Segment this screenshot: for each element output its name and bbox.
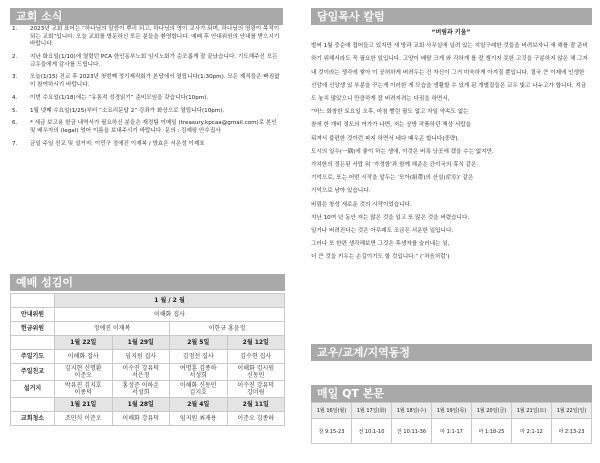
news-item [10, 54, 282, 69]
day-header: 1월 22일(일) [552, 403, 592, 419]
date-header: 1월 22일 [55, 336, 113, 350]
table-cell [11, 294, 55, 308]
table-cell: 박유진 김지호 이종덕 [55, 381, 113, 398]
column-paragraph: 일거나 버려진다는 것은 아무래도 조금은 서운한 일입니다. [311, 228, 454, 235]
item-number: 4. [12, 94, 18, 101]
table-cell: 이해화 집사 [55, 350, 113, 364]
news-header [10, 8, 283, 25]
table-cell: 이수진 강유덕 강미림 [227, 381, 285, 398]
table-cell: 이한규 홍윤정 [170, 322, 285, 336]
month-header: 1 월 / 2 월 [55, 294, 285, 308]
column-paragraph: 도시의 일우(一隅)에 좋이 하는 생애, 이것은 버록 낭곳에 겠을 수는 없지만, [311, 148, 494, 155]
news-item [10, 141, 282, 149]
table-row [11, 308, 285, 322]
table-cell: 홍성준 이하온 서성희 [112, 381, 170, 398]
table-cell: 이해화 강유덕 [112, 412, 170, 426]
day-header: 1월 17일(화) [352, 403, 392, 419]
table-row [11, 364, 285, 381]
day-header: 1월 19일(목) [432, 403, 472, 419]
table-cell: 이수진 강유덕 서은정 [112, 364, 170, 381]
table-cell: 정에진 이재복 [55, 322, 170, 336]
item-number: 6. [12, 120, 18, 127]
column-header [311, 8, 592, 25]
item-number: 7. [12, 140, 18, 147]
column-paragraph: 기억으로 남아 있습니다. [311, 188, 371, 195]
date-header: 1월 28일 [112, 398, 170, 412]
table-cell: 이해화 김시원 신동민 [227, 364, 285, 381]
table-cell: 이해화 집사 [55, 308, 285, 322]
news-item [10, 95, 282, 103]
table-row [11, 412, 285, 426]
qt-passage: 마 2:13-23 [552, 419, 592, 444]
table-cell: 김수현 집사 [227, 350, 285, 364]
events-header [311, 344, 592, 361]
table-cell: 임지원 집사 [112, 350, 170, 364]
column-paragraph: 가치한의 정든된 서랍 뭐 ‘가정함’과 함께 해준은 간이국의 휴식 같은 [311, 162, 477, 169]
table-cell [11, 398, 55, 412]
column-paragraph: 참에 한 개비 정도의 여가가 나면, 저는 공방 작품하던 책상 서랍을 [311, 122, 472, 129]
table-cell: 김정선 집사 [170, 350, 228, 364]
news-title: 교회 소식 [16, 10, 63, 23]
qt-title: 매일 QT 본문 [317, 387, 385, 400]
news-item [10, 74, 282, 89]
column-paragraph: 벌써 1월 중순에 접어들고 있지만 새 방과 교회 사무실에 널려 있는 지일구레한 것들을 버려보자니 새 해를 잘 준비하기 위해서라도 꼭 필요한 일입니다. 고양이 배탈 크게 와 각하게 를 잘 챙기지 못한 고깃을 구분하지 않은 채 그저 내 것이라는 생각에 쌓아 이 공허하게 버려두는 건 자신이 그거 미숙하게 아겨질 뿐입니다. 결국 큰 이제에 인생한 신앙에 신앙생 있 부분을 꾸는게 이러한 게 모습을 생활할 수 있게 된 개별질들은 교우 빛고 나누고가 합니다. 지금도 놓치 많았으니 만큼하게 잘 버려지려는 다짐을 하면서, [311, 43, 588, 103]
item-text: 1월 넷째 수요일(1/25)부터 “소요리문답 2” 강좌가 화상으로 열립니다(10pm). [30, 107, 225, 114]
row-label: 주일기도 [11, 350, 55, 364]
row-label: 설거지 [11, 381, 55, 398]
item-text: * 세금 보고용 헌금 내역서가 필요하신 분들은 재정팀 이메일 (treasury.kpcaa@gmail.com)로 본인 및 배우자의 (legal) 영어 이름을 보내주시기 바랍니다. 문의 : 김예왕 안수집사 [30, 120, 277, 134]
column-paragraph: 더 큰 것을 키우는 손길이기도 할 것입니다.” (‘처음처럼’) [311, 254, 450, 261]
news-item [10, 26, 282, 49]
day-header: 1월 16일(월) [312, 403, 352, 419]
table-row [11, 381, 285, 398]
day-header: 1월 20일(금) [472, 403, 512, 419]
item-text: 2023년 교회 표어는 “하나님의 말씀이 뿌리 되고, 하나님의 영이 교사가 되며, 하나님의 영광이 목적이 되는 교회”입니다. 오늘 교회를 방문하신 모든 분들을 환영합니다. 예배 후 안내위원의 안내를 받으시기 바랍니다. [30, 26, 280, 48]
column-paragraph: 지난 10여 년 동안 저는 많은 것을 일고 또 많은 것을 버렸습니다. [311, 214, 470, 221]
news-item [10, 120, 282, 135]
qt-passage: 전 10:1-10 [352, 419, 392, 444]
qt-passage: 마 2:1-12 [512, 419, 552, 444]
table-cell: 임지원 최재용 [170, 412, 228, 426]
table-row [11, 322, 285, 336]
item-text: 이번 수요일(1/18)에는 “유통적 성경읽기” 준비모임을 갖습니다(10pm). [30, 94, 209, 101]
row-label: 주일친교 [11, 364, 55, 381]
column-paragraph: 그러나 또 한편 생각해보면 그것은 후생자를 슬러내는 일, [311, 241, 450, 248]
day-header: 1월 18일(수) [392, 403, 432, 419]
date-header: 2월 11일 [227, 398, 285, 412]
row-label: 헌금위원 [11, 322, 55, 336]
table-cell: 김지현 신명환 이준오 [55, 364, 113, 381]
schedule-header [10, 274, 285, 291]
schedule-table [10, 293, 285, 426]
row-label: 안내위원 [11, 308, 55, 322]
table-cell [11, 336, 55, 350]
item-text: 오늘(1/15) 진교 후 2023년 첫번째 정기제직회가 본당에서 열립니다(1:30pm). 모든 제직들은 빠짐없이 참여하시기 바랍니다. [30, 74, 280, 88]
qt-header [311, 385, 592, 402]
item-number: 5. [12, 107, 18, 114]
date-header: 1월 21일 [55, 398, 113, 412]
column-paragraph: 기억으로, 또는 어떤 시작을 앞두는 ‘모아(組帶)의 산실(産室)’ 같은 [311, 175, 474, 182]
day-header: 1월 21일(토) [512, 403, 552, 419]
column-body [311, 26, 591, 265]
column-title: 담임목사 칼럼 [317, 10, 385, 23]
table-cell: 조민식 이준오 [55, 412, 113, 426]
item-number: 2. [12, 53, 18, 60]
date-header: 2월 5일 [170, 336, 228, 350]
column-paragraph: 뒤져서 불편한 것이런 파지 하면서 네다 때우곤 합니다(중략). [311, 135, 460, 142]
table-cell: 이준오 김종하 [227, 412, 285, 426]
table-cell: 이해화 신동민 김지호 [170, 381, 228, 398]
date-header: 1월 29일 [112, 336, 170, 350]
qt-passage: 마 1:18-25 [472, 419, 512, 444]
date-header: 2월 4일 [170, 398, 228, 412]
item-text: 금일 주일 친교 및 설거지: 이민구 정에진 이재복 / 방효은 서은정 이제호 [30, 140, 205, 147]
item-text: 지난 화요일(1/10)에 열렸던 PCA 한인동부노회 임시노회가 순조롭게 잘 끝났습니다. 기도해주신 모든 교우들에게 감사를 드립니다. [30, 53, 278, 68]
row-label: 교회청소 [11, 412, 55, 426]
news-list [10, 26, 282, 153]
table-row [11, 398, 285, 412]
table-row [312, 419, 592, 444]
qt-passage: 창 9:15-23 [312, 419, 352, 444]
qt-table [311, 402, 592, 444]
table-cell: 여명훈 김종하 서성희 [170, 364, 228, 381]
column-subtitle: “버림과 키움” [431, 29, 471, 36]
item-number: 3. [12, 74, 18, 81]
date-header: 2월 12일 [227, 336, 285, 350]
column-paragraph: “어느 화창한 토요일 오후, 마침 빨린 필도 없고 자일 약속도 없는 [311, 109, 469, 116]
news-item [10, 108, 282, 116]
table-row [11, 294, 285, 308]
table-row [312, 403, 592, 419]
events-title: 교우/교계/지역동정 [317, 346, 411, 359]
qt-passage: 잔 10:11-36 [392, 419, 432, 444]
schedule-title: 예배 섬김이 [16, 276, 73, 289]
item-number: 1. [12, 26, 18, 32]
table-row [11, 350, 285, 364]
table-row [11, 336, 285, 350]
qt-passage: 마 1:1-17 [432, 419, 472, 444]
column-paragraph: 버림은 창성 새로운 것의 시작이었습니다. [311, 201, 412, 208]
